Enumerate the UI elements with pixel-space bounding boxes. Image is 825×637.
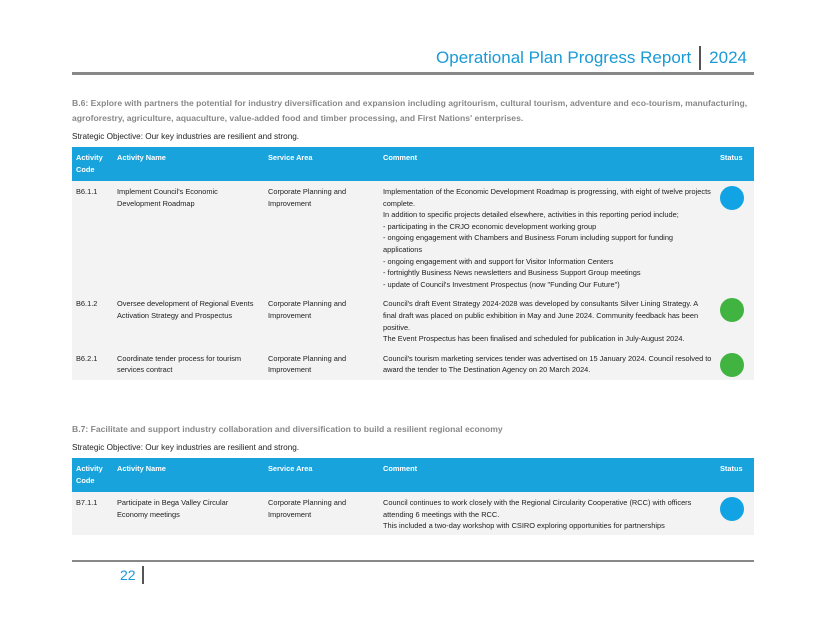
activity-name: Oversee development of Regional Events Activation Strategy and Prospectus [117, 299, 254, 320]
comment-line: This included a two-day workshop with CSIRO exploring opportunities for partnerships [383, 521, 665, 531]
comment [379, 293, 716, 347]
status-indicator [720, 497, 744, 521]
strategic-objective: Strategic Objective: Our key industries are resilient and strong. [72, 132, 300, 141]
strategic-objective: Strategic Objective: Our key industries are resilient and strong. [72, 443, 300, 452]
status-indicator [720, 353, 744, 377]
col-comment: Comment [383, 153, 418, 162]
table-row [72, 293, 754, 347]
activity-code: B6.1.2 [76, 299, 98, 309]
activity-name: Participate in Bega Valley Circular Economy meetings [117, 498, 229, 519]
activity-code: B6.1.1 [76, 187, 98, 196]
activity-table [72, 458, 754, 535]
page-number-separator [142, 566, 144, 584]
page-number: 22 [120, 567, 136, 583]
service-area: Corporate Planning and Improvement [268, 299, 347, 320]
status-cell [716, 181, 754, 293]
comment [379, 492, 716, 535]
col-activity-name: Activity Name [117, 153, 166, 162]
comment-line: - ongoing engagement with Chambers and Business Forum including support for funding applications [383, 233, 674, 254]
comment-line: The Event Prospectus has been finalised and scheduled for publication in July-August 2024. [383, 334, 685, 344]
table-header-row [72, 458, 754, 492]
status-cell [716, 293, 754, 347]
header-separator [699, 46, 701, 70]
table-row [72, 348, 754, 380]
comment-line: - update of Council's Investment Prospectus (now "Funding Our Future") [383, 279, 620, 289]
service-area: Corporate Planning and Improvement [268, 353, 347, 375]
activity-name: Coordinate tender process for tourism services contract [117, 353, 242, 375]
comment [379, 181, 716, 293]
status-indicator [720, 186, 744, 210]
service-area: Corporate Planning and Improvement [268, 187, 347, 208]
report-title: Operational Plan Progress Report [436, 48, 692, 67]
col-service-area: Service Area [268, 153, 313, 162]
col-status: Status [720, 153, 743, 162]
col-activity-code: Activity Code [76, 464, 103, 485]
service-area: Corporate Planning and Improvement [268, 498, 347, 519]
comment-line: In addition to specific projects detailed elsewhere, activities in this reporting period include; [383, 210, 679, 220]
report-year: 2024 [709, 48, 747, 67]
table-header-row [72, 147, 754, 181]
status-cell [716, 348, 754, 380]
activity-name: Implement Council's Economic Development Roadmap [117, 187, 218, 208]
status-cell [716, 492, 754, 535]
comment-line: - fortnightly Business News newsletters and Business Support Group meetings [383, 268, 641, 278]
table-row [72, 492, 754, 535]
col-activity-code: Activity Code [76, 153, 103, 174]
header-rule [72, 72, 754, 75]
activity-code: B7.1.1 [76, 498, 98, 507]
col-service-area: Service Area [268, 464, 313, 473]
comment-line: - ongoing engagement with and support for Visitor Information Centers [383, 256, 614, 266]
comment-line: Council's draft Event Strategy 2024-2028 was developed by consultants Silver Lining Strategy. A final draft was placed on public exhibition in May and June 2024. Community feedback has been positive. [383, 299, 699, 332]
status-indicator [720, 298, 744, 322]
report-header [436, 46, 747, 70]
table-row [72, 181, 754, 293]
comment [379, 348, 716, 380]
section-title: B.6: Explore with partners the potential for industry diversification and expansion including agritourism, cultural tourism, adventure and eco-tourism, manufacturing, agroforestry, agriculture, aquaculture, value-added food and timber processing, and First Nations' enterprises. [72, 98, 748, 123]
comment-line: Implementation of the Economic Development Roadmap is progressing, with eight of twelve projects complete. [383, 187, 711, 208]
activity-table [72, 147, 754, 380]
section-title: B.7: Facilitate and support industry collaboration and diversification to build a resilient regional economy [72, 424, 503, 434]
footer-rule [72, 560, 754, 562]
page-number-block [120, 566, 144, 584]
comment-line: - participating in the CRJO economic development working group [383, 221, 597, 231]
comment-line: Council continues to work closely with the Regional Circularity Cooperative (RCC) with officers attending 6 meetings with the RCC. [383, 498, 692, 519]
comment-line: Council's tourism marketing services tender was advertised on 15 January 2024. Council resolved to award the tender to The Destination Agency on 20 March 2024. [383, 353, 712, 375]
activity-code: B6.2.1 [76, 353, 98, 363]
col-comment: Comment [383, 464, 418, 473]
col-activity-name: Activity Name [117, 464, 166, 473]
section-b6 [72, 96, 754, 380]
col-status: Status [720, 464, 743, 473]
section-b7 [72, 422, 754, 535]
